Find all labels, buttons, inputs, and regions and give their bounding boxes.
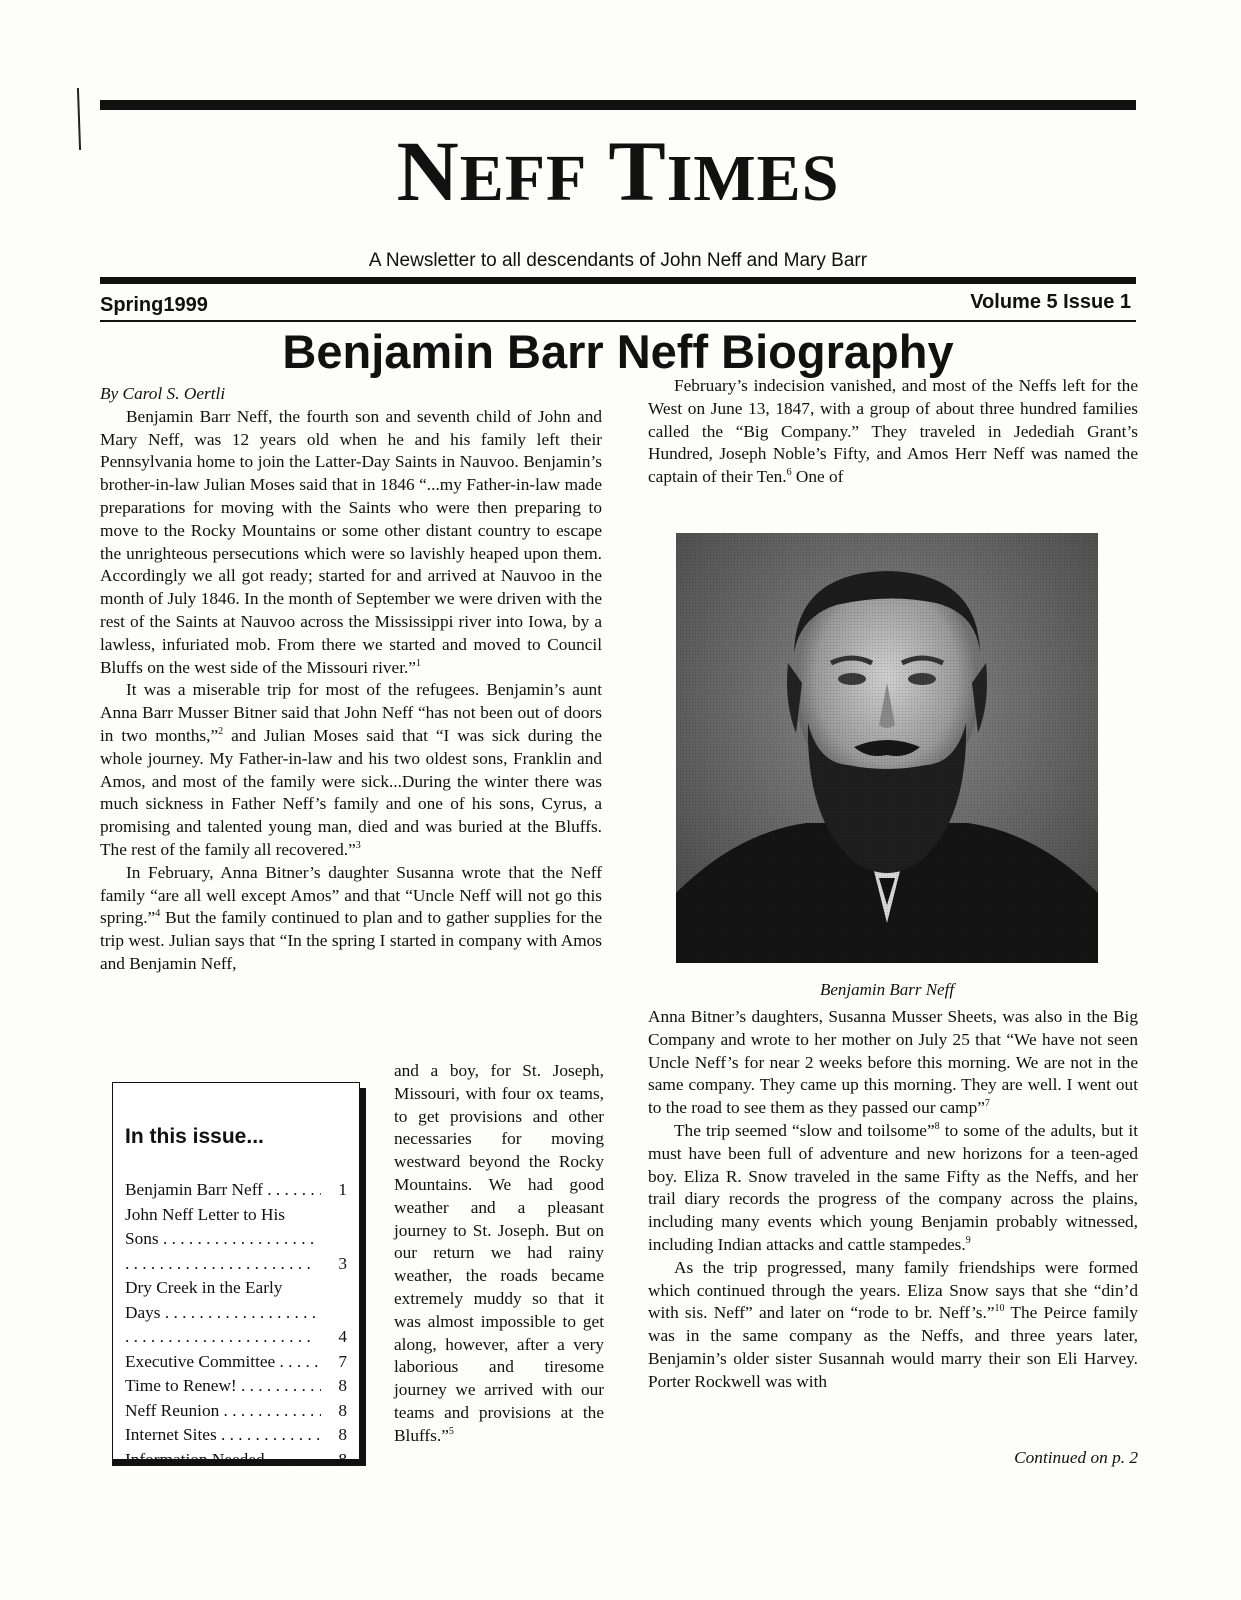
footnote-ref: 5 xyxy=(448,1425,454,1437)
footnote-ref: 3 xyxy=(355,840,361,852)
masthead-top-rule xyxy=(100,100,1136,110)
paragraph-text: But the family continued to plan and to gather supplies for the trip west. Julian says that “In the spring I started in company with Amos and Benjamin Neff, xyxy=(100,908,602,973)
toc-item-page: 1 xyxy=(338,1180,347,1199)
toc-item-page: 8 xyxy=(338,1376,347,1395)
photo-caption: Benjamin Barr Neff xyxy=(819,980,955,999)
paragraph-text: One of xyxy=(791,467,844,487)
toc-item-label: Information Needed . . . xyxy=(125,1448,321,1473)
paragraph-text: and a boy, for St. Joseph, Missouri, with four ox teams, to get provisions and other necessaries for moving westward beyond the Rocky Mountains. We had good weather and a pleasant journey to St. Joseph. But on our return we had rainy weather, the roads became extremely muddy so that it was almost impossible to get along, however, after a very laborious and tiresome journey we arrived with our teams and provisions at the Bluffs.” xyxy=(394,1061,604,1445)
issue-volume: Volume 5 Issue 1 xyxy=(970,291,1131,313)
article-paragraph-1 xyxy=(100,406,602,680)
footnote-ref: 9 xyxy=(965,1235,971,1247)
article-right-column-bottom xyxy=(648,1006,1138,1394)
article-paragraph-5 xyxy=(648,1120,1138,1257)
paragraph-text: As the trip progressed, many family friendships were formed which continued through the years. Eliza Snow says that she “din’d with sis. Neff” and later on “rode to br. Neff’s.” xyxy=(648,1257,1138,1323)
masthead-letter-t: T xyxy=(608,123,667,219)
toc-item-label: Internet Sites . . . xyxy=(125,1423,321,1448)
article-paragraph-3 xyxy=(100,862,602,976)
article-right-column-top xyxy=(648,375,1138,489)
paragraph-text: The Peirce family was in the same company as the Neffs, and three years later, Benjamin’s older sister Susannah would marry their son Eli Harvey. Porter Rockwell was with xyxy=(648,1303,1138,1391)
article-paragraph-2 xyxy=(100,679,602,861)
article-paragraph-6 xyxy=(648,1257,1138,1394)
toc-item[interactable] xyxy=(125,1203,347,1277)
toc-item-label: Benjamin Barr Neff . . . xyxy=(125,1178,321,1203)
article-byline: By Carol S. Oertli xyxy=(100,384,226,403)
toc-item-label: Dry Creek in the Early Days . . . xyxy=(125,1276,321,1350)
toc-item[interactable] xyxy=(125,1399,347,1424)
toc-item-page: 8 xyxy=(338,1400,347,1420)
toc-title: In this issue... xyxy=(125,1125,264,1148)
toc-item[interactable] xyxy=(125,1178,347,1203)
toc-item-label: John Neff Letter to His Sons . . . xyxy=(125,1203,321,1277)
article-headline: Benjamin Barr Neff Biography xyxy=(282,325,954,378)
toc-item[interactable] xyxy=(125,1276,347,1350)
toc-item[interactable] xyxy=(125,1448,347,1473)
paragraph-text: It was a miserable trip for most of the refugees. Benjamin’s aunt Anna Barr Musser Bitner said that John Neff “has not been out of doors in two months,” xyxy=(100,680,602,745)
article-paragraph-4 xyxy=(648,375,1138,489)
toc-item-label: Neff Reunion . . . xyxy=(125,1399,321,1424)
toc-item[interactable] xyxy=(125,1423,347,1448)
paragraph-text: In February, Anna Bitner’s daughter Susanna wrote that the Neff family “are all well except Amos” and that “Uncle Neff will not go this spring.” xyxy=(100,862,602,928)
issue-season: Spring1999 xyxy=(100,294,208,316)
toc-item-label: Executive Committee . . . xyxy=(125,1350,321,1375)
paragraph-text: Benjamin Barr Neff, the fourth son and seventh child of John and Mary Neff, was 12 years old when he and his family left their Pennsylvania home to join the Latter-Day Saints in Nauvoo. Benjamin’s brother-in-law Julian Moses said that in 1846 “...my Father-in-law made preparations for moving with the Saints who were then preparing to move to the Rocky Mountains or some other distant country to escape the unrighteous persecutions which were so lavishly heaped upon them. Accordingly we all got ready; started for and arrived at Nauvoo in the month of July 1846. In the month of September we were driven with the rest of the Saints at Nauvoo across the Mississippi river into Iowa, by a lawless, infuriated mob. From there we started and moved to Council Bluffs on the west side of the Missouri river.” xyxy=(100,406,602,677)
margin-mark xyxy=(77,88,81,150)
footnote-ref: 10 xyxy=(994,1303,1005,1315)
portrait-photo xyxy=(676,533,1098,963)
masthead-title xyxy=(100,123,1136,219)
footnote-ref: 6 xyxy=(786,467,792,479)
footnote-ref: 4 xyxy=(155,908,161,920)
article-paragraph-4-continued xyxy=(648,1006,1138,1120)
toc-box xyxy=(112,1082,360,1469)
masthead-subtitle: A Newsletter to all descendants of John Neff and Mary Barr xyxy=(368,250,868,271)
article-paragraph-3-continued xyxy=(394,1060,604,1448)
toc-item-page: 3 xyxy=(338,1253,347,1273)
toc-item-page: 8 xyxy=(338,1449,347,1469)
masthead-letters-imes: IMES xyxy=(666,142,840,215)
toc-item[interactable] xyxy=(125,1350,347,1375)
footnote-ref: 8 xyxy=(934,1121,940,1133)
dateline-rule xyxy=(100,320,1136,322)
toc-item-page: 7 xyxy=(338,1351,347,1371)
masthead-letter-n: N xyxy=(396,123,460,219)
masthead-letters-eff: EFF xyxy=(459,142,588,215)
article-narrow-column xyxy=(394,1060,604,1448)
toc-item-label: Time to Renew! . . . xyxy=(125,1374,321,1399)
article-left-column xyxy=(100,383,602,976)
paragraph-text: to some of the adults, but it must have been full of adventure and new horizons for a teen-aged boy. Eliza R. Snow traveled in the same Fifty as the Neffs, and her trail diary records the progress of the company across the plains, including many events which young Benjamin probably witnessed, including Indian attacks and cattle stampedes. xyxy=(648,1120,1138,1254)
paragraph-text: Anna Bitner’s daughters, Susanna Musser Sheets, was also in the Big Company and wrote to her mother on July 25 that “We have not seen Uncle Neff’s for near 2 weeks before this morning. We are not in the same company. They came up this morning. They are well. I went out to the road to see them as they passed our camp” xyxy=(648,1007,1138,1118)
portrait-image xyxy=(676,533,1098,963)
footnote-ref: 2 xyxy=(218,726,224,738)
paragraph-text: February’s indecision vanished, and most of the Neffs left for the West on June 13, 1847, with a group of about three hundred families called the “Big Company.” They traveled in Jedediah Grant’s Hundred, Joseph Noble’s Fifty, and Amos Herr Neff was named the captain of their Ten. xyxy=(648,376,1138,487)
toc-item-page: 4 xyxy=(338,1327,347,1346)
continued-link[interactable]: Continued on p. 2 xyxy=(1014,1448,1138,1467)
toc-item[interactable] xyxy=(125,1374,347,1399)
footnote-ref: 1 xyxy=(415,657,421,669)
paragraph-text: and Julian Moses said that “I was sick during the whole journey. My Father-in-law and his two oldest sons, Franklin and Amos, and most of the family were sick...During the winter there was much sickness in Father Neff’s family and one of his sons, Cyrus, a promising and talented young man, died and was buried at the Bluffs. The rest of the family all recovered.” xyxy=(100,725,602,859)
paragraph-text: The trip seemed “slow and toilsome” xyxy=(674,1120,935,1140)
toc-item-page: 8 xyxy=(338,1425,347,1444)
footnote-ref: 7 xyxy=(984,1098,990,1110)
masthead-bottom-rule xyxy=(100,277,1136,284)
toc-list xyxy=(125,1178,347,1472)
